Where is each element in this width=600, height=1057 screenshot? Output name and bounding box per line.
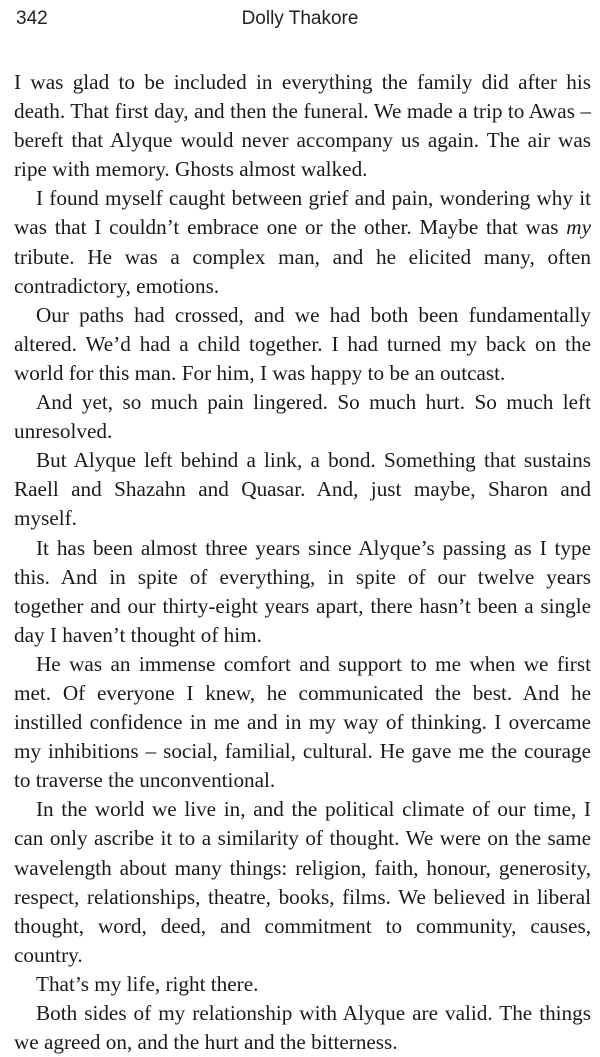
- body-text: [14, 68, 591, 1057]
- paragraph-2-italic-word: my: [566, 215, 591, 240]
- paragraph-2-text-b: tribute. He was a complex man, and he elicited many, often contradictory, emotions.: [14, 244, 591, 298]
- paragraph-5: But Alyque left behind a link, a bond. Something that sustains Raell and Shazahn and Quasar. And, just maybe, Sharon and myself.: [14, 448, 591, 531]
- paragraph-2: [14, 184, 591, 300]
- paragraph-10: Both sides of my relationship with Alyque are valid. The things we agreed on, and the hurt and the bitterness.: [14, 1001, 591, 1055]
- paragraph-8: In the world we live in, and the political climate of our time, I can only ascribe it to a similarity of thought. We were on the same wavelength about many things: religion, faith, honour, generosity, respect, relationships, theatre, books, films. We believed in liberal thought, word, deed, and commitment to community, causes, country.: [14, 797, 591, 967]
- paragraph-9: That’s my life, right there.: [36, 971, 259, 996]
- paragraph-6: It has been almost three years since Alyque’s passing as I type this. And in spite of everything, in spite of our twelve years together and our thirty-eight years apart, there hasn’t been a single day I haven’t thought of him.: [14, 535, 591, 647]
- running-head: [16, 8, 584, 38]
- paragraph-7: He was an immense comfort and support to me when we first met. Of everyone I knew, he communicated the best. And he instilled confidence in me and in my way of thinking. I overcame my inhibitions – social, familial, cultural. He gave me the courage to traverse the unconventional.: [14, 651, 591, 793]
- paragraph-1: I was glad to be included in everything the family did after his death. That first day, and then the funeral. We made a trip to Awas – bereft that Alyque would never accompany us again. The air was ripe with memory. Ghosts almost walked.: [14, 70, 591, 182]
- paragraph-3: Our paths had crossed, and we had both been fundamentally altered. We’d had a child together. I had turned my back on the world for this man. For him, I was happy to be an outcast.: [14, 302, 591, 385]
- page-number: 342: [16, 8, 48, 29]
- paragraph-4: And yet, so much pain lingered. So much hurt. So much left unresolved.: [14, 390, 591, 444]
- running-head-author: Dolly Thakore: [241, 8, 359, 29]
- paragraph-2-text-a: I found myself caught between grief and pain, wondering why it was that I couldn’t embrace one or the other. Maybe that was: [14, 186, 591, 240]
